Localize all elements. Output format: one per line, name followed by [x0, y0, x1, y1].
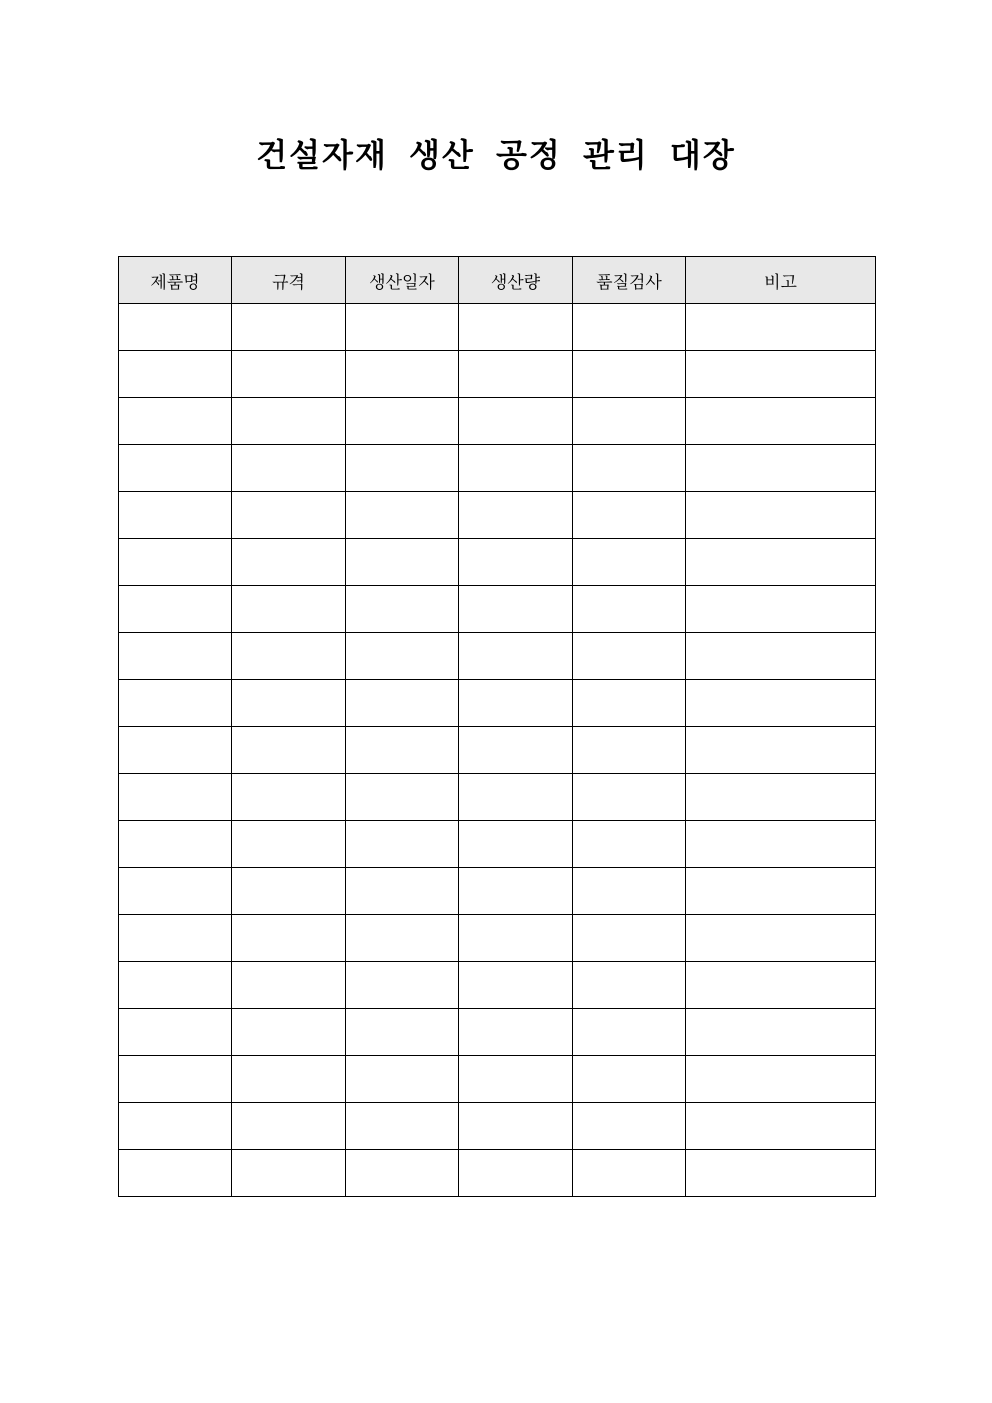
- header-production-quantity: 생산량: [459, 257, 573, 304]
- production-date-cell[interactable]: [346, 1150, 459, 1197]
- remarks-cell[interactable]: [686, 727, 876, 774]
- quality-inspection-cell[interactable]: [573, 868, 686, 915]
- production-date-cell[interactable]: [346, 586, 459, 633]
- quality-inspection-cell[interactable]: [573, 1056, 686, 1103]
- specification-cell[interactable]: [232, 445, 346, 492]
- quality-inspection-cell[interactable]: [573, 633, 686, 680]
- table-row: [119, 304, 876, 351]
- table-row: [119, 727, 876, 774]
- product-name-cell[interactable]: [119, 304, 232, 351]
- quality-inspection-cell[interactable]: [573, 915, 686, 962]
- header-product-name: 제품명: [119, 257, 232, 304]
- header-specification: 규격: [232, 257, 346, 304]
- production-quantity-cell[interactable]: [459, 1150, 573, 1197]
- quality-inspection-cell[interactable]: [573, 774, 686, 821]
- header-remarks: 비고: [686, 257, 876, 304]
- production-date-cell[interactable]: [346, 774, 459, 821]
- production-date-cell[interactable]: [346, 539, 459, 586]
- quality-inspection-cell[interactable]: [573, 821, 686, 868]
- remarks-cell[interactable]: [686, 304, 876, 351]
- product-name-cell[interactable]: [119, 821, 232, 868]
- specification-cell[interactable]: [232, 492, 346, 539]
- specification-cell[interactable]: [232, 1150, 346, 1197]
- remarks-cell[interactable]: [686, 445, 876, 492]
- quality-inspection-cell[interactable]: [573, 492, 686, 539]
- product-name-cell[interactable]: [119, 680, 232, 727]
- production-date-cell[interactable]: [346, 304, 459, 351]
- table-row: [119, 774, 876, 821]
- product-name-cell[interactable]: [119, 492, 232, 539]
- specification-cell[interactable]: [232, 304, 346, 351]
- specification-cell[interactable]: [232, 539, 346, 586]
- production-date-cell[interactable]: [346, 445, 459, 492]
- production-date-cell[interactable]: [346, 1056, 459, 1103]
- specification-cell[interactable]: [232, 1056, 346, 1103]
- product-name-cell[interactable]: [119, 633, 232, 680]
- production-quantity-cell[interactable]: [459, 915, 573, 962]
- table-row: [119, 1150, 876, 1197]
- table-row: [119, 962, 876, 1009]
- specification-cell[interactable]: [232, 821, 346, 868]
- product-name-cell[interactable]: [119, 1103, 232, 1150]
- header-quality-inspection: 품질검사: [573, 257, 686, 304]
- production-quantity-cell[interactable]: [459, 1009, 573, 1056]
- quality-inspection-cell[interactable]: [573, 539, 686, 586]
- table-row: [119, 1056, 876, 1103]
- table-row: [119, 351, 876, 398]
- specification-cell[interactable]: [232, 915, 346, 962]
- product-name-cell[interactable]: [119, 962, 232, 1009]
- table-row: [119, 586, 876, 633]
- table-row: [119, 1103, 876, 1150]
- production-quantity-cell[interactable]: [459, 821, 573, 868]
- table-row: [119, 539, 876, 586]
- production-date-cell[interactable]: [346, 1009, 459, 1056]
- table-row: [119, 915, 876, 962]
- production-quantity-cell[interactable]: [459, 304, 573, 351]
- remarks-cell[interactable]: [686, 1056, 876, 1103]
- production-date-cell[interactable]: [346, 1103, 459, 1150]
- remarks-cell[interactable]: [686, 774, 876, 821]
- remarks-cell[interactable]: [686, 680, 876, 727]
- remarks-cell[interactable]: [686, 1103, 876, 1150]
- remarks-cell[interactable]: [686, 492, 876, 539]
- production-quantity-cell[interactable]: [459, 586, 573, 633]
- product-name-cell[interactable]: [119, 774, 232, 821]
- quality-inspection-cell[interactable]: [573, 1103, 686, 1150]
- specification-cell[interactable]: [232, 1103, 346, 1150]
- specification-cell[interactable]: [232, 868, 346, 915]
- production-quantity-cell[interactable]: [459, 633, 573, 680]
- header-production-date: 생산일자: [346, 257, 459, 304]
- specification-cell[interactable]: [232, 962, 346, 1009]
- specification-cell[interactable]: [232, 774, 346, 821]
- table-row: [119, 445, 876, 492]
- production-date-cell[interactable]: [346, 821, 459, 868]
- quality-inspection-cell[interactable]: [573, 1150, 686, 1197]
- product-name-cell[interactable]: [119, 915, 232, 962]
- product-name-cell[interactable]: [119, 1150, 232, 1197]
- page-title: 건설자재 생산 공정 관리 대장: [256, 136, 736, 174]
- product-name-cell[interactable]: [119, 586, 232, 633]
- quality-inspection-cell[interactable]: [573, 586, 686, 633]
- product-name-cell[interactable]: [119, 351, 232, 398]
- production-quantity-cell[interactable]: [459, 1056, 573, 1103]
- production-quantity-cell[interactable]: [459, 492, 573, 539]
- remarks-cell[interactable]: [686, 1009, 876, 1056]
- table-row: [119, 633, 876, 680]
- production-quantity-cell[interactable]: [459, 351, 573, 398]
- remarks-cell[interactable]: [686, 868, 876, 915]
- production-date-cell[interactable]: [346, 633, 459, 680]
- production-date-cell[interactable]: [346, 868, 459, 915]
- production-quantity-cell[interactable]: [459, 962, 573, 1009]
- header-row: [119, 257, 876, 304]
- production-date-cell[interactable]: [346, 398, 459, 445]
- remarks-cell[interactable]: [686, 351, 876, 398]
- remarks-cell[interactable]: [686, 1150, 876, 1197]
- specification-cell[interactable]: [232, 586, 346, 633]
- product-name-cell[interactable]: [119, 727, 232, 774]
- specification-cell[interactable]: [232, 351, 346, 398]
- production-date-cell[interactable]: [346, 915, 459, 962]
- specification-cell[interactable]: [232, 398, 346, 445]
- quality-inspection-cell[interactable]: [573, 351, 686, 398]
- product-name-cell[interactable]: [119, 868, 232, 915]
- production-date-cell[interactable]: [346, 351, 459, 398]
- remarks-cell[interactable]: [686, 962, 876, 1009]
- production-quantity-cell[interactable]: [459, 1103, 573, 1150]
- remarks-cell[interactable]: [686, 398, 876, 445]
- production-quantity-cell[interactable]: [459, 680, 573, 727]
- table-row: [119, 821, 876, 868]
- table-row: [119, 868, 876, 915]
- production-quantity-cell[interactable]: [459, 539, 573, 586]
- table-row: [119, 680, 876, 727]
- table-row: [119, 398, 876, 445]
- remarks-cell[interactable]: [686, 821, 876, 868]
- quality-inspection-cell[interactable]: [573, 445, 686, 492]
- product-name-cell[interactable]: [119, 398, 232, 445]
- specification-cell[interactable]: [232, 680, 346, 727]
- production-quantity-cell[interactable]: [459, 445, 573, 492]
- specification-cell[interactable]: [232, 727, 346, 774]
- product-name-cell[interactable]: [119, 445, 232, 492]
- specification-cell[interactable]: [232, 633, 346, 680]
- production-date-cell[interactable]: [346, 962, 459, 1009]
- quality-inspection-cell[interactable]: [573, 304, 686, 351]
- production-register-table: [118, 256, 876, 1197]
- production-quantity-cell[interactable]: [459, 868, 573, 915]
- production-date-cell[interactable]: [346, 727, 459, 774]
- production-date-cell[interactable]: [346, 492, 459, 539]
- remarks-cell[interactable]: [686, 633, 876, 680]
- table-body: [119, 304, 876, 1197]
- quality-inspection-cell[interactable]: [573, 1009, 686, 1056]
- remarks-cell[interactable]: [686, 539, 876, 586]
- production-quantity-cell[interactable]: [459, 727, 573, 774]
- specification-cell[interactable]: [232, 1009, 346, 1056]
- production-quantity-cell[interactable]: [459, 398, 573, 445]
- quality-inspection-cell[interactable]: [573, 727, 686, 774]
- quality-inspection-cell[interactable]: [573, 398, 686, 445]
- remarks-cell[interactable]: [686, 586, 876, 633]
- table-row: [119, 492, 876, 539]
- table-row: [119, 1009, 876, 1056]
- product-name-cell[interactable]: [119, 1056, 232, 1103]
- quality-inspection-cell[interactable]: [573, 962, 686, 1009]
- product-name-cell[interactable]: [119, 1009, 232, 1056]
- remarks-cell[interactable]: [686, 915, 876, 962]
- quality-inspection-cell[interactable]: [573, 680, 686, 727]
- production-date-cell[interactable]: [346, 680, 459, 727]
- production-quantity-cell[interactable]: [459, 774, 573, 821]
- product-name-cell[interactable]: [119, 539, 232, 586]
